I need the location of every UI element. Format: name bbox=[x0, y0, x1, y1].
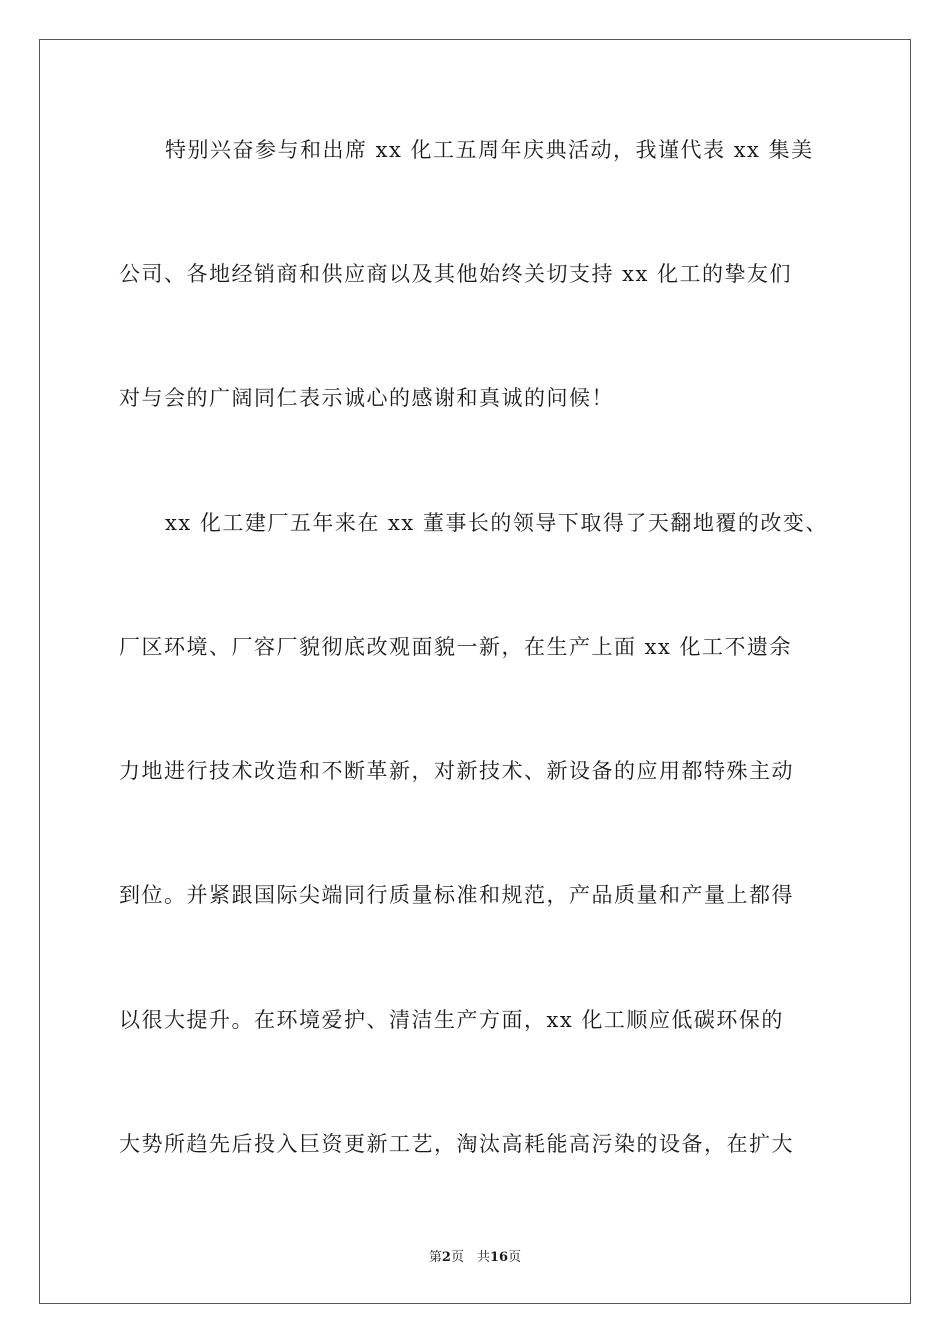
footer-suffix: 页 bbox=[508, 1250, 522, 1265]
paragraph-1-line-2: 公司、各地经销商和供应商以及其他始终关切支持 xx 化工的挚友们 bbox=[119, 262, 793, 286]
page-footer bbox=[0, 1250, 950, 1266]
paragraph-1-line-1: 特别兴奋参与和出席 xx 化工五周年庆典活动，我谨代表 xx 集美 bbox=[165, 138, 814, 162]
page-border bbox=[39, 39, 911, 1304]
paragraph-2-line-2: 厂区环境、厂容厂貌彻底改观面貌一新，在生产上面 xx 化工不遗余 bbox=[119, 635, 793, 659]
footer-mid: 页 共 bbox=[450, 1250, 490, 1265]
paragraph-2-line-3: 力地进行技术改造和不断革新，对新技术、新设备的应用都特殊主动 bbox=[119, 759, 794, 783]
paragraph-2-line-6: 大势所趋先后投入巨资更新工艺，淘汰高耗能高污染的设备，在扩大 bbox=[119, 1132, 794, 1156]
paragraph-1-line-3: 对与会的广阔同仁表示诚心的感谢和真诚的问候！ bbox=[119, 386, 614, 410]
paragraph-2-line-5: 以很大提升。在环境爱护、清洁生产方面，xx 化工顺应低碳环保的 bbox=[119, 1008, 784, 1032]
footer-current-page: 2 bbox=[441, 1250, 451, 1265]
footer-prefix: 第 bbox=[428, 1250, 442, 1265]
footer-total-pages: 16 bbox=[489, 1250, 509, 1265]
paragraph-2-line-1: xx 化工建厂五年来在 xx 董事长的领导下取得了天翻地覆的改变、 bbox=[165, 511, 828, 535]
paragraph-2-line-4: 到位。并紧跟国际尖端同行质量标准和规范，产品质量和产量上都得 bbox=[119, 883, 794, 907]
